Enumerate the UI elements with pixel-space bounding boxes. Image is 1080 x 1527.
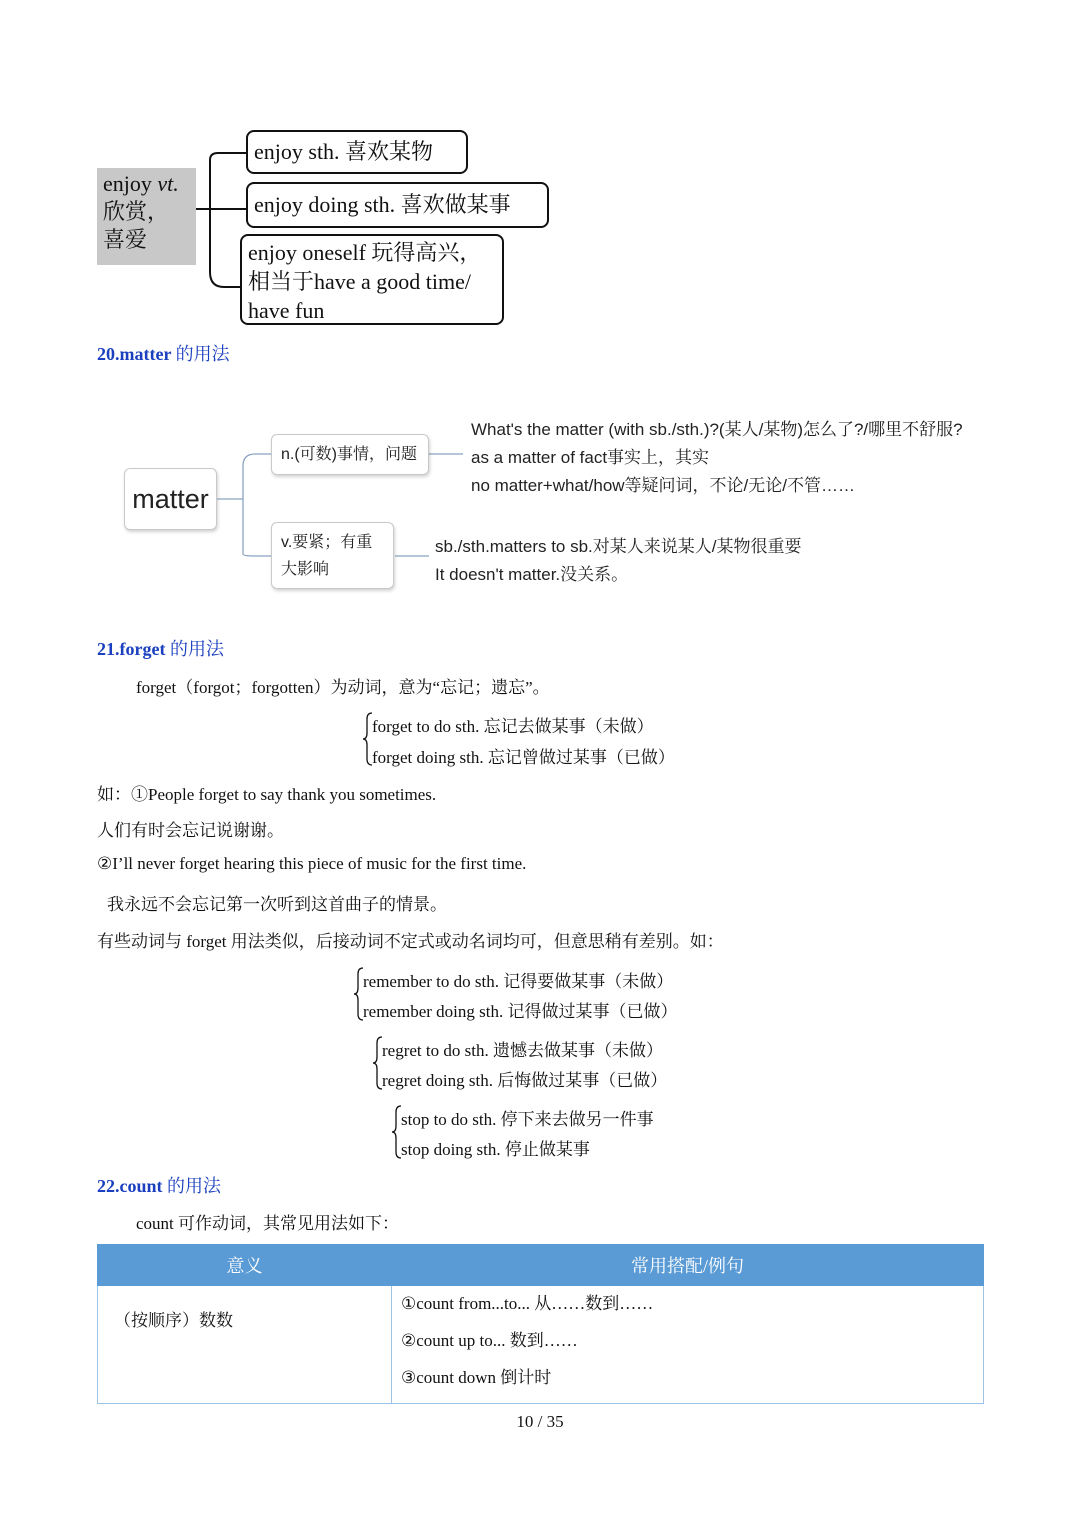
stop-brace-line-2: stop doing sth. 停止做某事	[401, 1140, 590, 1159]
count-usage-1: ①count from...to... 从……数到……	[401, 1294, 654, 1313]
matter-root-box: matter	[124, 468, 217, 530]
table-cell-usages	[392, 1286, 984, 1404]
matter-noun-box: n.(可数)事情，问题	[271, 434, 429, 475]
table-cell-meaning: （按顺序）数数	[98, 1286, 392, 1404]
enjoy-branch-1: enjoy sth. 喜欢某物	[246, 130, 468, 174]
forget-brace-line-2: forget doing sth. 忘记曾做过某事（已做）	[372, 748, 675, 767]
forget-intro: forget（forgot；forgotten）为动词，意为“忘记；遗忘”。	[136, 678, 550, 697]
enjoy-root-meaning-2: 喜爱	[103, 227, 148, 252]
matter-verb-item-2: It doesn't matter.没关系。	[435, 565, 629, 584]
page-number: 10 / 35	[516, 1412, 564, 1431]
table-header-usage: 常用搭配/例句	[392, 1245, 984, 1286]
matter-verb-line-2: 大影响	[281, 561, 330, 578]
forget-example-1-zh: 人们有时会忘记说谢谢。	[97, 821, 284, 840]
forget-example-1: 如：①People forget to say thank you sometimes.	[97, 785, 437, 804]
enjoy-branch-3-line-1: enjoy oneself 玩得高兴，	[248, 240, 482, 265]
forget-brace-line-1: forget to do sth. 忘记去做某事（未做）	[372, 717, 654, 736]
count-usage-table	[97, 1244, 984, 1404]
regret-brace-line-2: regret doing sth. 后悔做过某事（已做）	[382, 1071, 668, 1090]
table-row	[98, 1286, 984, 1404]
forget-example-2: ②I’ll never forget hearing this piece of music for the first time.	[97, 854, 527, 873]
section-21-heading: 21.forget 的用法	[97, 639, 224, 659]
stop-brace-line-1: stop to do sth. 停下来去做另一件事	[401, 1110, 654, 1129]
matter-noun-item-3: no matter+what/how等疑问词，不论/无论/不管……	[471, 476, 856, 495]
count-usage-2: ②count up to... 数到……	[401, 1331, 578, 1350]
enjoy-branch-3-line-3: have fun	[248, 298, 325, 323]
matter-noun-item-2: as a matter of fact事实上，其实	[471, 448, 710, 467]
matter-noun-item-1: What's the matter (with sb./sth.)?(某人/某物)怎么了?/哪里不舒服?	[471, 420, 963, 439]
section-20-heading: 20.matter 的用法	[97, 344, 230, 364]
matter-verb-item-1: sb./sth.matters to sb.对某人来说某人/某物很重要	[435, 537, 802, 556]
enjoy-branch-2: enjoy doing sth. 喜欢做某事	[246, 182, 549, 228]
matter-verb-box	[271, 522, 394, 589]
table-header-meaning: 意义	[98, 1245, 392, 1286]
count-usage-3: ③count down 倒计时	[401, 1368, 552, 1387]
enjoy-root-box	[97, 168, 196, 265]
count-intro: count 可作动词，其常见用法如下：	[136, 1214, 400, 1233]
enjoy-branch-3	[240, 234, 504, 325]
enjoy-branch-3-line-2: 相当于have a good time/	[248, 269, 472, 294]
enjoy-root-meaning-1: 欣赏，	[103, 199, 170, 224]
remember-brace-line-2: remember doing sth. 记得做过某事（已做）	[363, 1002, 678, 1021]
enjoy-root-word: enjoy vt.	[103, 171, 179, 196]
regret-brace-line-1: regret to do sth. 遗憾去做某事（未做）	[382, 1041, 663, 1060]
table-header-row	[98, 1245, 984, 1286]
forget-example-2-zh: 我永远不会忘记第一次听到这首曲子的情景。	[107, 895, 447, 914]
remember-brace-line-1: remember to do sth. 记得要做某事（未做）	[363, 972, 674, 991]
similar-verbs-note: 有些动词与 forget 用法类似，后接动词不定式或动名词均可，但意思稍有差别。如：	[97, 932, 724, 951]
section-22-heading: 22.count 的用法	[97, 1176, 222, 1196]
matter-verb-line-1: v.要紧；有重	[281, 534, 373, 551]
